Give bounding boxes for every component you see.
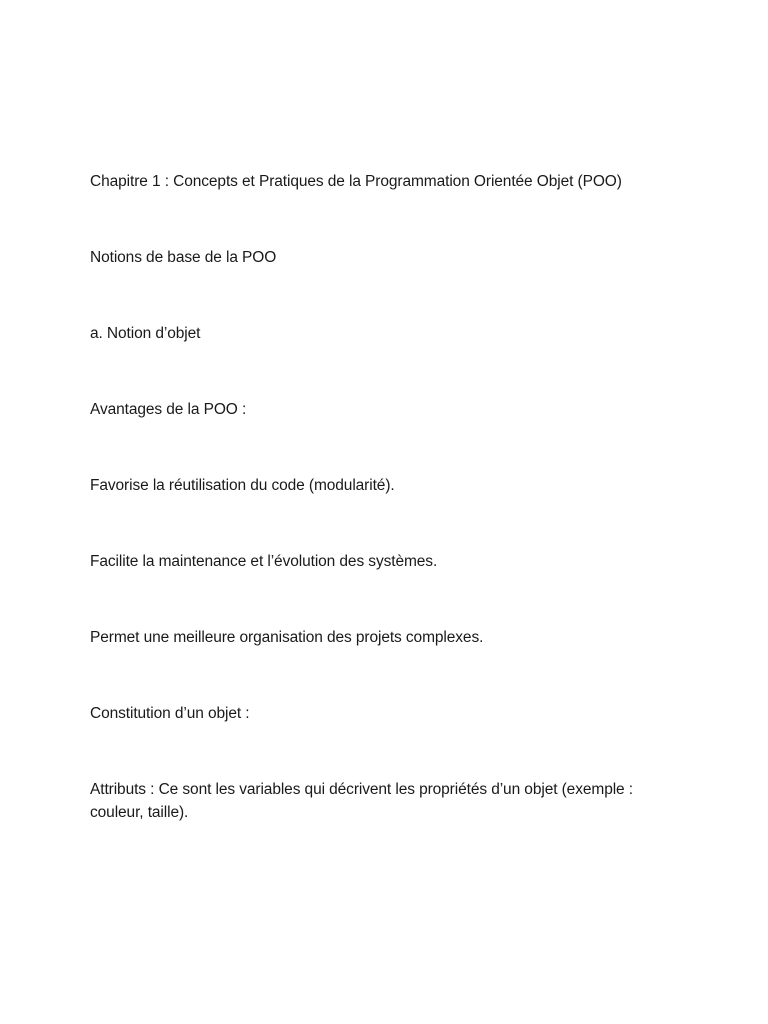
chapter-title: Chapitre 1 : Concepts et Pratiques de la Programmation Orientée Objet (POO) <box>90 173 622 190</box>
constitution-heading: Constitution d’un objet : <box>90 705 250 722</box>
advantages-heading: Avantages de la POO : <box>90 401 247 418</box>
section-heading: Notions de base de la POO <box>90 249 277 266</box>
advantage-item-organisation: Permet une meilleure organisation des projets complexes. <box>90 629 484 646</box>
subsection-heading: a. Notion d’objet <box>90 325 201 342</box>
attributes-paragraph: Attributs : Ce sont les variables qui décrivent les propriétés d’un objet (exemple : couleur, taille). <box>90 781 633 821</box>
advantage-item-maintenance: Facilite la maintenance et l’évolution des systèmes. <box>90 553 438 570</box>
advantage-item-reuse: Favorise la réutilisation du code (modularité). <box>90 477 395 494</box>
document-body <box>90 170 680 824</box>
